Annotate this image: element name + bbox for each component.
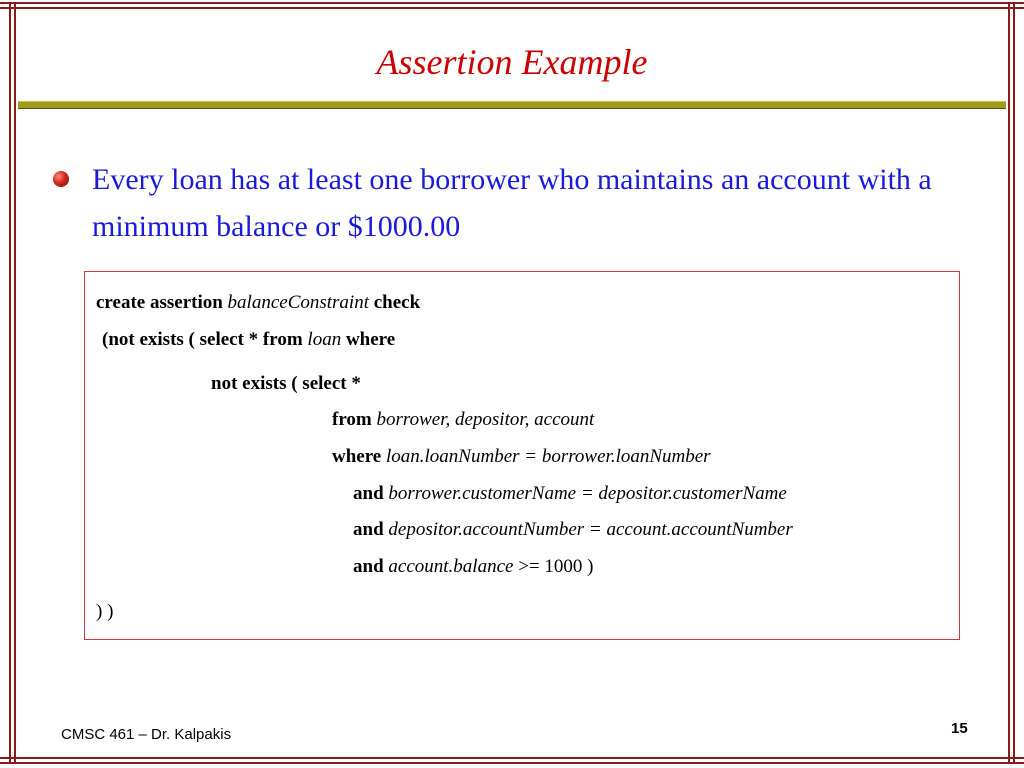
code-keyword: check <box>373 292 421 313</box>
slide-frame-top <box>0 2 1024 9</box>
footer-page-number: 15 <box>951 720 968 737</box>
code-keyword: and <box>353 483 384 504</box>
code-keyword: not exists ( select * <box>211 373 361 394</box>
code-keyword: and <box>353 519 384 540</box>
code-identifier: borrower, depositor, account <box>376 409 595 430</box>
code-condition: depositor.accountNumber = account.accountNumber <box>388 519 793 540</box>
slide-frame-left <box>9 2 16 764</box>
slide-frame-right <box>1008 2 1015 764</box>
code-condition: borrower.customerName = depositor.customerName <box>388 483 787 504</box>
code-keyword: where <box>332 446 382 467</box>
title-underline-rule <box>18 101 1006 109</box>
code-line-6 <box>353 482 787 506</box>
code-identifier: loan <box>307 329 342 350</box>
code-condition: account.balance <box>388 556 514 577</box>
code-line-9 <box>96 600 113 624</box>
code-condition: loan.loanNumber = borrower.loanNumber <box>386 446 711 467</box>
code-line-4 <box>332 408 594 432</box>
slide-frame-bottom <box>0 757 1024 764</box>
code-keyword: and <box>353 556 384 577</box>
code-line-1 <box>96 291 420 315</box>
code-line-8 <box>353 555 593 579</box>
code-line-3 <box>211 372 361 396</box>
bullet-icon <box>53 171 69 187</box>
slide-title: Assertion Example <box>376 42 648 82</box>
code-identifier: balanceConstraint <box>227 292 369 313</box>
code-keyword: from <box>332 409 372 430</box>
code-keyword: where <box>345 329 396 350</box>
footer-course: CMSC 461 – Dr. Kalpakis <box>61 726 232 743</box>
code-line-2 <box>102 328 395 352</box>
code-comparison: >= 1000 ) <box>518 556 594 577</box>
code-line-7 <box>353 518 793 542</box>
code-keyword: (not exists ( select * from <box>102 329 303 350</box>
code-closing-parens: ) ) <box>96 601 114 622</box>
code-line-5 <box>332 445 711 469</box>
code-keyword: create assertion <box>96 292 223 313</box>
bullet-text: Every loan has at least one borrower who maintains an account with a minimum balance or $1000.00 <box>92 163 932 243</box>
